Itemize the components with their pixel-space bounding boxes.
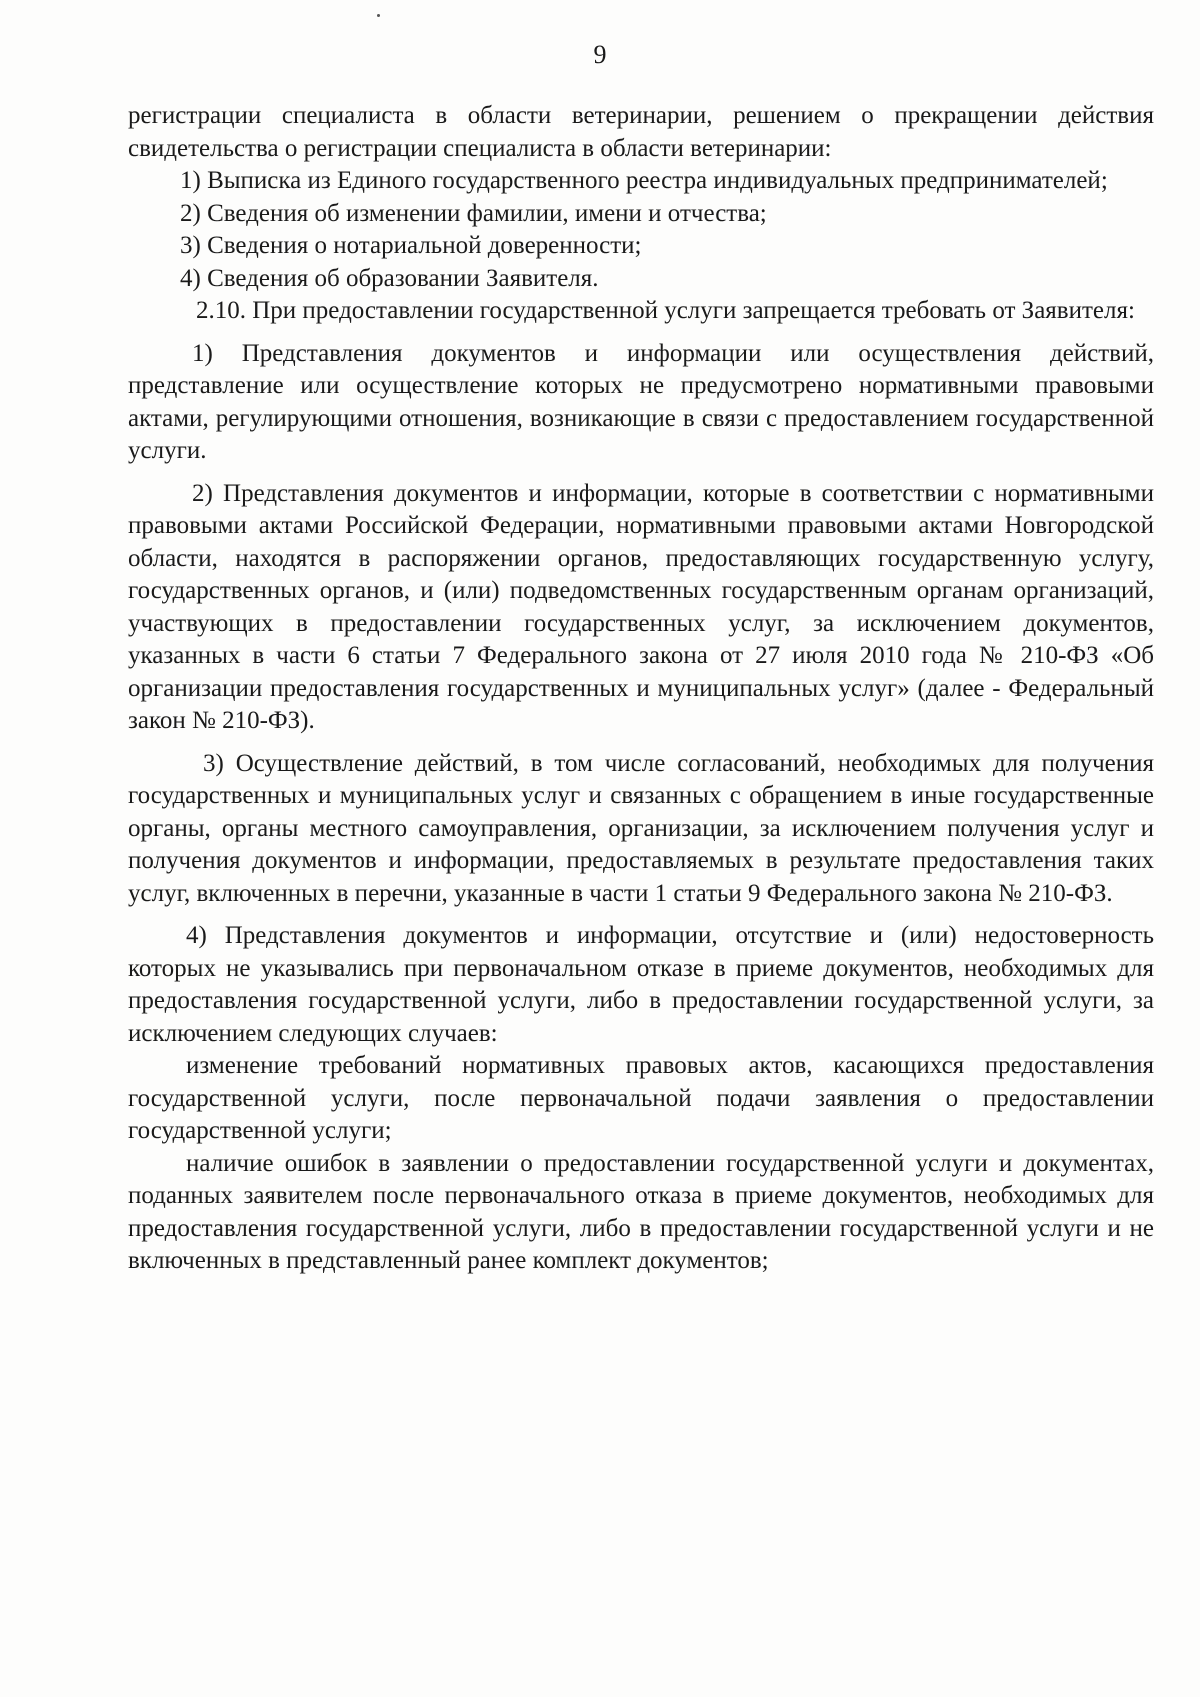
scan-speck bbox=[377, 14, 380, 17]
list-item-2: 2) Сведения об изменении фамилии, имени и отчества; bbox=[180, 199, 767, 227]
page-number: 9 bbox=[593, 40, 607, 69]
exception-case-2: наличие ошибок в заявлении о предоставлении государственной услуги и документах, поданных заявителем после первоначального отказа в приеме документов, необходимых для предоставления государственной услуги, либо в предоставлении государственной услуги и не включенных в представленный ранее комплект документов; bbox=[128, 1149, 1154, 1274]
section-2-10: 2.10. При предоставлении государственной услуги запрещается требовать от Заявителя: bbox=[196, 297, 1135, 324]
list-item-1: 1) Выписка из Единого государственного реестра индивидуальных предпринимателей; bbox=[180, 167, 1108, 194]
paragraph-intro: регистрации специалиста в области ветеринарии, решением о прекращении действия свидетельства о регистрации специалиста в области ветеринарии: bbox=[128, 102, 1154, 162]
prohibition-item-1: 1) Представления документов и информации или осуществления действий, представление или осуществление которых не предусмотрено нормативными правовыми актами, регулирующими отношения, возникающие в связи с предоставлением государственной услуги. bbox=[128, 339, 1154, 464]
document-body bbox=[128, 100, 1154, 1278]
list-item-4: 4) Сведения об образовании Заявителя. bbox=[180, 264, 599, 292]
prohibition-item-3: 3) Осуществление действий, в том числе согласований, необходимых для получения государственных и муниципальных услуг и связанных с обращением в иные государственные органы, органы местного самоуправления, организации, за исключением получения услуг и получения документов и информации, предоставляемых в результате предоставления таких услуг, включенных в перечни, указанные в части 1 статьи 9 Федерального закона № 210-ФЗ. bbox=[128, 749, 1154, 907]
exception-case-1: изменение требований нормативных правовых актов, касающихся предоставления государственной услуги, после первоначальной подачи заявления о предоставлении государственной услуги; bbox=[128, 1052, 1154, 1144]
list-item-3: 3) Сведения о нотариальной доверенности; bbox=[180, 232, 642, 259]
prohibition-item-2: 2) Представления документов и информации, которые в соответствии с нормативными правовыми актами Российской Федерации, нормативными правовыми актами Новгородской области, находятся в распоряжении органов, предоставляющих государственную услугу, государственных органов, и (или) подведомственных государственным органам организаций, участвующих в предоставлении государственных услуг, за исключением документов, указанных в части 6 статьи 7 Федерального закона от 27 июля 2010 года № 210-ФЗ «Об организации предоставления государственных и муниципальных услуг» (далее - Федеральный закон № 210-ФЗ). bbox=[128, 479, 1154, 734]
prohibition-item-4: 4) Представления документов и информации, отсутствие и (или) недостоверность которых не указывались при первоначальном отказе в приеме документов, необходимых для предоставления государственной услуги, либо в предоставлении государственной услуги, за исключением следующих случаев: bbox=[128, 922, 1154, 1047]
